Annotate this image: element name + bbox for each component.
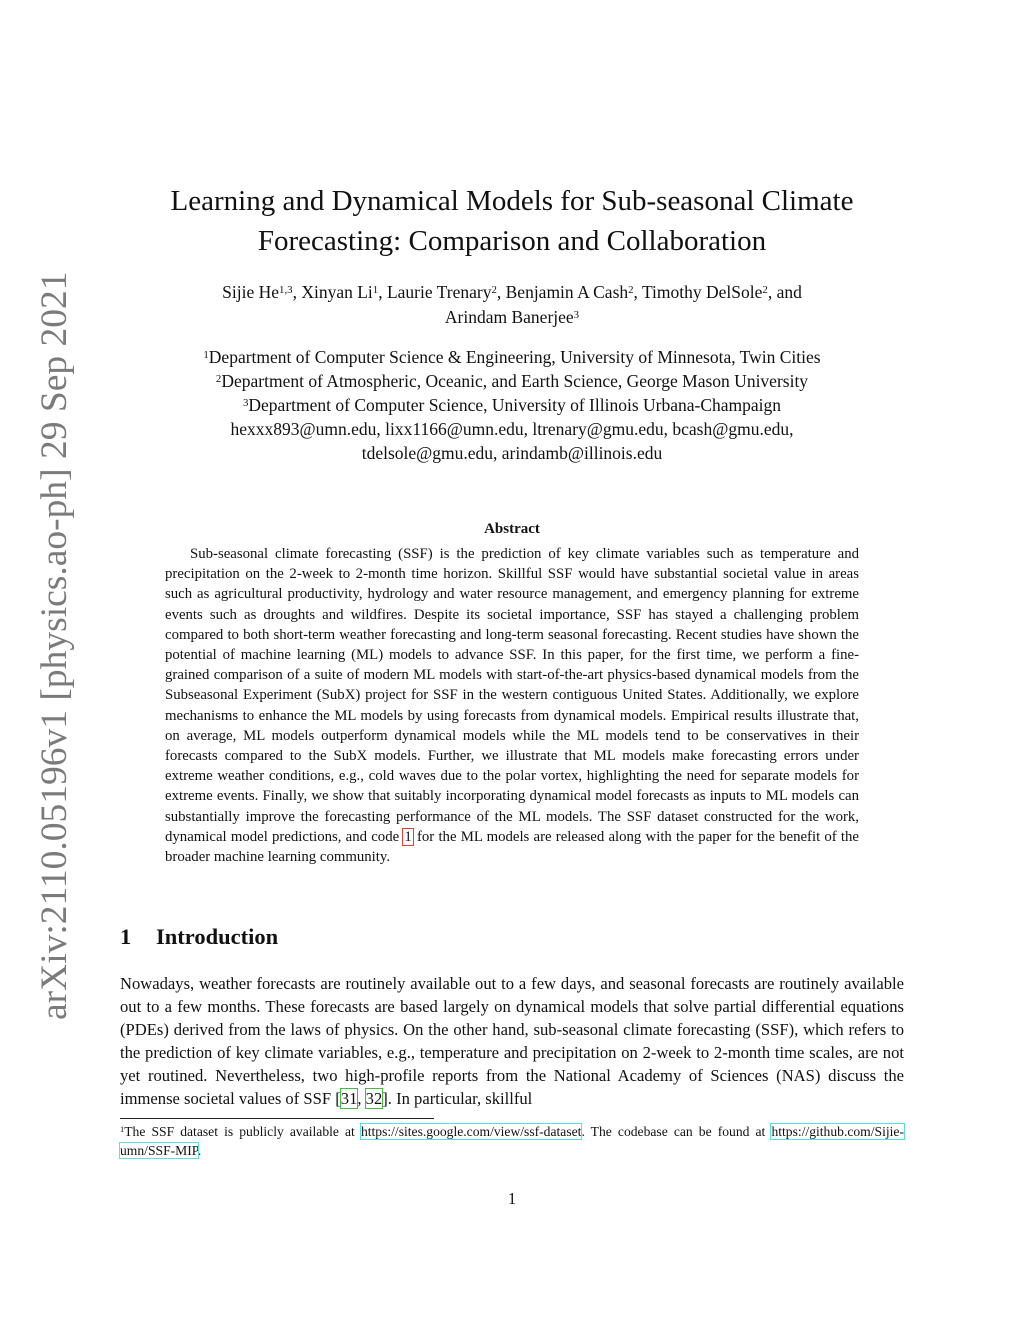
footnote-mark: 1 (120, 1124, 125, 1135)
footnote-rule (120, 1118, 434, 1119)
affiliation-2-text: Department of Atmospheric, Oceanic, and Earth Science, George Mason University (221, 371, 809, 391)
author-banerjee-affil: 3 (573, 309, 580, 322)
section-title: Introduction (156, 924, 279, 949)
affiliation-2 (120, 369, 904, 393)
section-number: 1 (120, 924, 132, 949)
author-banerjee: Arindam Banerjee (444, 307, 574, 327)
affiliation-1-text: Department of Computer Science & Engineering, University of Minnesota, Twin Cities (208, 347, 821, 367)
abstract-text-end: for the ML models are released along with the paper for the benefit of the broader machine learning community. (165, 828, 859, 866)
author-trenary-affil: 2 (491, 284, 497, 297)
author-line-1 (120, 280, 904, 305)
affiliation-3 (120, 393, 904, 417)
paper-title (120, 181, 904, 261)
citation-link-32[interactable]: 32 (365, 1089, 383, 1108)
author-he: Sijie He (222, 282, 280, 302)
affiliation-1 (120, 345, 904, 369)
section-heading-introduction (120, 922, 278, 952)
emails-line-2: tdelsole@gmu.edu, arindamb@illinois.edu (361, 443, 663, 463)
footnote-text-2: . The codebase can be found at (581, 1124, 772, 1139)
footnote-text-1: The SSF dataset is publicly available at (124, 1124, 361, 1139)
emails-line-1: hexxx893@umn.edu, lixx1166@umn.edu, ltrenary@gmu.edu, bcash@gmu.edu, (230, 419, 794, 439)
title-line-1: Learning and Dynamical Models for Sub-seasonal Climate (170, 185, 854, 217)
citation-separator: , (357, 1089, 366, 1108)
intro-text-end: ]. In particular, skillful (382, 1089, 533, 1108)
author-cash-affil: 2 (628, 284, 634, 297)
author-list (120, 280, 904, 330)
footnote-ref-link[interactable]: 1 (404, 828, 412, 845)
intro-text: Nowadays, weather forecasts are routinely available out to a few days, and seasonal forecasts are routinely available out to a few months. These forecasts are based largely on dynamical models that solve partial differential equations (PDEs) derived from the laws of physics. On the other hand, sub-seasonal climate forecasting (SSF), which refers to the prediction of key climate variables, e.g., temperature and precipitation on 2-week to 2-month time scales, are not yet routined. Nevertheless, two high-profile reports from the National Academy of Sciences (NAS) discuss the immense societal values of SSF [ (120, 974, 904, 1108)
author-cash: , Benjamin A Cash (496, 282, 629, 302)
citation-link-31[interactable]: 31 (340, 1089, 358, 1108)
affiliation-2-mark: 2 (215, 373, 222, 386)
author-he-affil: 1,3 (279, 284, 293, 297)
author-trenary: , Laurie Trenary (378, 282, 492, 302)
page-number: 1 (507, 1189, 517, 1208)
author-conjunction: , and (767, 282, 802, 302)
arxiv-stamp: arXiv:2110.05196v1 [physics.ao-ph] 29 Sep 2021 (34, 271, 75, 1020)
affiliation-1-mark: 1 (203, 349, 209, 362)
abstract-heading: Abstract (484, 521, 540, 537)
abstract-body (165, 544, 859, 867)
affiliations (120, 345, 904, 465)
codebase-url-link[interactable]: https://github.com/Sijie-umn/SSF-MIP (120, 1124, 904, 1158)
author-delsole-affil: 2 (762, 284, 768, 297)
abstract-text: Sub-seasonal climate forecasting (SSF) is the prediction of key climate variables such as temperature and precipitation on the 2-week to 2-month time horizon. Skillful SSF would have substantial societal value in areas such as agricultural productivity, hydrology and water resource management, and emergency planning for extreme events such as droughts and wildfires. Despite its societal importance, SSF has stayed a challenging problem compared to both short-term weather forecasting and long-term seasonal forecasting. Recent studies have shown the potential of machine learning (ML) models to advance SSF. In this paper, for the first time, we perform a fine-grained comparison of a suite of modern ML models with start-of-the-art physics-based dynamical models from the Subseasonal Experiment (SubX) project for SSF in the western contiguous United States. Additionally, we explore mechanisms to enhance the ML models by using forecasts from dynamical models. Empirical results illustrate that, on average, ML models outperform dynamical models while the ML models tend to be conservatives in their forecasts compared to the SubX models. Further, we illustrate that ML models make forecasting errors under extreme weather conditions, e.g., cold waves due to the polar vortex, highlighting the need for separate models for extreme events. Finally, we show that suitably incorporating dynamical model forecasts as inputs to ML models can substantially improve the forecasting performance of the ML models. The SSF dataset constructed for the work, dynamical model predictions, and code (165, 546, 859, 845)
footnote (120, 1122, 904, 1160)
footnote-text-3: . (197, 1143, 202, 1158)
introduction-paragraph (120, 972, 904, 1110)
author-delsole: , Timothy DelSole (633, 282, 763, 302)
title-line-2: Forecasting: Comparison and Collaboration (257, 225, 767, 257)
author-li-affil: 1 (372, 284, 379, 297)
affiliation-3-text: Department of Computer Science, University of Illinois Urbana-Champaign (248, 395, 782, 415)
affiliation-3-mark: 3 (242, 397, 249, 410)
dataset-url-link[interactable]: https://sites.google.com/view/ssf-dataset (360, 1124, 582, 1139)
author-li: , Xinyan Li (292, 282, 373, 302)
author-line-2 (120, 305, 904, 330)
